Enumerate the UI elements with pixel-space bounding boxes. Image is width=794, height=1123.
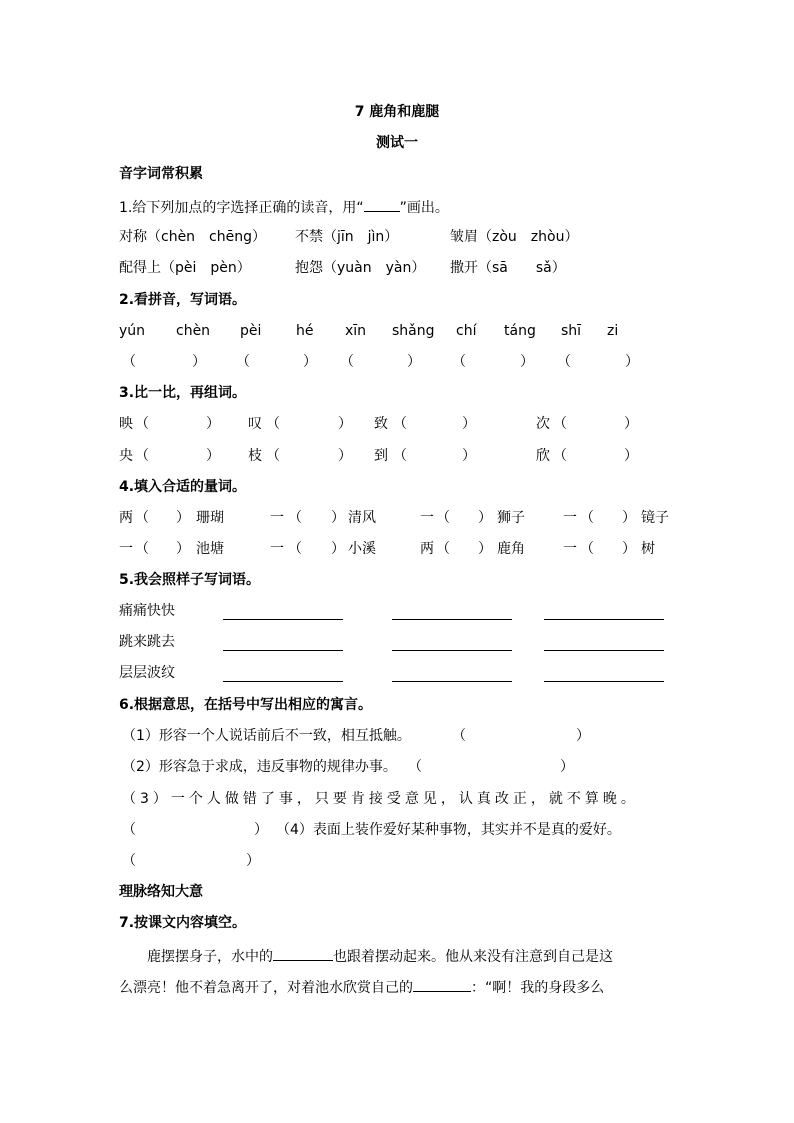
answer-bracket-open: （ bbox=[122, 354, 136, 370]
answer-bracket-close: ） bbox=[254, 822, 268, 838]
answer-bracket-open: （ bbox=[288, 541, 302, 557]
q5-prompt: 5.我会照样子写词语。 bbox=[119, 572, 261, 588]
answer-bracket-close: ） bbox=[624, 448, 638, 464]
answer-bracket-open: （ bbox=[135, 416, 149, 432]
q4-noun: 树 bbox=[641, 541, 655, 557]
q4-noun: 狮子 bbox=[497, 510, 525, 526]
section-heading-2: 理脉络知大意 bbox=[119, 884, 203, 900]
q6-item-2: （2）形容急于求成，违反事物的规律办事。 bbox=[122, 759, 397, 775]
answer-bracket-close: ） bbox=[478, 510, 492, 526]
q3-char: 枝 bbox=[248, 448, 262, 464]
q6-prompt: 6.根据意思，在括号中写出相应的寓言。 bbox=[119, 697, 373, 713]
answer-bracket-open: （ bbox=[135, 448, 149, 464]
page-title: 7 鹿角和鹿腿 bbox=[354, 104, 440, 120]
answer-bracket-open: （ bbox=[557, 354, 571, 370]
q1-row1-item3: 皱眉（zòu zhòu） bbox=[450, 229, 579, 245]
answer-blank bbox=[273, 946, 333, 961]
answer-bracket-close: ） bbox=[338, 448, 352, 464]
answer-line bbox=[544, 619, 664, 620]
answer-bracket-close: ） bbox=[206, 416, 220, 432]
answer-bracket-open: （ bbox=[580, 510, 594, 526]
answer-bracket-close: ） bbox=[176, 510, 190, 526]
q4-numeral: 一 bbox=[119, 541, 133, 557]
answer-bracket-open: （ bbox=[393, 416, 407, 432]
answer-line bbox=[544, 650, 664, 651]
answer-bracket-close: ） bbox=[520, 354, 534, 370]
q4-noun: 小溪 bbox=[348, 541, 376, 557]
answer-bracket-open: （ bbox=[288, 510, 302, 526]
q4-numeral: 一 bbox=[563, 510, 577, 526]
answer-bracket-close: ） bbox=[576, 728, 590, 744]
answer-bracket-open: （ bbox=[122, 853, 136, 869]
answer-bracket-open: （ bbox=[122, 822, 136, 838]
answer-bracket-close: ） bbox=[462, 416, 476, 432]
q3-char: 叹 bbox=[248, 416, 262, 432]
q6-item-4: （4）表面上装作爱好某种事物，其实并不是真的爱好。 bbox=[276, 822, 621, 838]
answer-line bbox=[392, 650, 512, 651]
q1-row2-item1: 配得上（pèi pèn） bbox=[119, 260, 251, 276]
answer-bracket-open: （ bbox=[266, 448, 280, 464]
answer-bracket-close: ） bbox=[478, 541, 492, 557]
answer-bracket-close: ） bbox=[622, 510, 636, 526]
answer-bracket-close: ） bbox=[338, 416, 352, 432]
q2-prompt: 2.看拼音，写词语。 bbox=[119, 292, 247, 308]
q4-noun: 镜子 bbox=[641, 510, 669, 526]
q4-numeral: 一 bbox=[563, 541, 577, 557]
q6-item-1: （1）形容一个人说话前后不一致，相互抵触。 bbox=[122, 728, 411, 744]
answer-bracket-close: ） bbox=[560, 759, 574, 775]
answer-bracket-open: （ bbox=[236, 354, 250, 370]
answer-bracket-open: （ bbox=[452, 728, 466, 744]
q3-char: 致 bbox=[374, 416, 388, 432]
q1-row1-item1: 对称（chèn chēng） bbox=[119, 229, 266, 245]
answer-bracket-close: ） bbox=[462, 448, 476, 464]
q3-prompt: 3.比一比，再组词。 bbox=[119, 385, 247, 401]
q4-prompt: 4.填入合适的量词。 bbox=[119, 479, 247, 495]
answer-line bbox=[392, 619, 512, 620]
q4-noun: 池塘 bbox=[196, 541, 224, 557]
pinyin: táng bbox=[504, 323, 536, 339]
answer-bracket-open: （ bbox=[340, 354, 354, 370]
answer-bracket-open: （ bbox=[408, 759, 422, 775]
answer-bracket-open: （ bbox=[436, 541, 450, 557]
answer-bracket-open: （ bbox=[436, 510, 450, 526]
answer-bracket-close: ） bbox=[625, 354, 639, 370]
page-subtitle: 测试一 bbox=[376, 135, 418, 151]
q5-example: 跳来跳去 bbox=[119, 634, 175, 650]
pinyin: xīn bbox=[345, 323, 367, 339]
answer-bracket-close: ） bbox=[622, 541, 636, 557]
answer-line bbox=[223, 650, 343, 651]
answer-bracket-open: （ bbox=[135, 541, 149, 557]
q4-numeral: 一 bbox=[420, 510, 434, 526]
section-heading-1: 音字词常积累 bbox=[119, 166, 203, 182]
answer-bracket-open: （ bbox=[393, 448, 407, 464]
pinyin: hé bbox=[296, 323, 314, 339]
q3-char: 映 bbox=[119, 416, 133, 432]
answer-blank bbox=[413, 977, 471, 992]
q1-row2-item3: 撒开（sā sǎ） bbox=[450, 260, 566, 276]
answer-bracket-close: ） bbox=[624, 416, 638, 432]
q3-char: 到 bbox=[374, 448, 388, 464]
answer-line bbox=[223, 681, 343, 682]
answer-bracket-open: （ bbox=[553, 416, 567, 432]
q3-char: 欣 bbox=[536, 448, 550, 464]
pinyin: pèi bbox=[240, 323, 262, 339]
q3-char: 央 bbox=[119, 448, 133, 464]
answer-bracket-open: （ bbox=[266, 416, 280, 432]
answer-bracket-close: ） bbox=[246, 853, 260, 869]
answer-bracket-close: ） bbox=[331, 510, 345, 526]
q4-noun: 珊瑚 bbox=[196, 510, 224, 526]
answer-bracket-close: ） bbox=[192, 354, 206, 370]
q4-numeral: 两 bbox=[119, 510, 133, 526]
answer-bracket-close: ） bbox=[176, 541, 190, 557]
answer-line bbox=[544, 681, 664, 682]
q4-numeral: 两 bbox=[420, 541, 434, 557]
q1-prompt: 1.给下列加点的字选择正确的读音，用“ ”画出。 bbox=[119, 197, 449, 217]
q5-example: 层层波纹 bbox=[119, 665, 175, 681]
answer-bracket-open: （ bbox=[580, 541, 594, 557]
q4-noun: 鹿角 bbox=[497, 541, 525, 557]
answer-bracket-open: （ bbox=[135, 510, 149, 526]
q7-prompt: 7.按课文内容填空。 bbox=[119, 915, 247, 931]
answer-line bbox=[223, 619, 343, 620]
answer-bracket-open: （ bbox=[553, 448, 567, 464]
pinyin: yún bbox=[119, 323, 146, 339]
pinyin: chèn bbox=[176, 323, 211, 339]
answer-bracket-open: （ bbox=[452, 354, 466, 370]
answer-bracket-close: ） bbox=[206, 448, 220, 464]
pinyin: chí bbox=[456, 323, 477, 339]
answer-bracket-close: ） bbox=[331, 541, 345, 557]
q5-example: 痛痛快快 bbox=[119, 603, 175, 619]
q1-row1-item2: 不禁（jīn jìn） bbox=[295, 229, 399, 245]
answer-bracket-close: ） bbox=[407, 354, 421, 370]
pinyin: shī bbox=[561, 323, 582, 339]
underline-sample bbox=[364, 197, 400, 212]
q3-char: 次 bbox=[536, 416, 550, 432]
answer-line bbox=[392, 681, 512, 682]
pinyin: shǎng bbox=[392, 323, 435, 339]
q6-item-3: （3）一个人做错了事，只要肯接受意见，认真改正，就不算晚。 bbox=[122, 791, 639, 807]
q7-line-2: 么漂亮！他不着急离开了，对着池水欣赏自己的 ：“啊！我的身段多么 bbox=[119, 977, 604, 997]
q1-row2-item2: 抱怨（yuàn yàn） bbox=[295, 260, 426, 276]
q4-numeral: 一 bbox=[270, 510, 284, 526]
answer-bracket-close: ） bbox=[303, 354, 317, 370]
pinyin: zi bbox=[607, 323, 619, 339]
q4-numeral: 一 bbox=[270, 541, 284, 557]
q7-line-1: 鹿摆摆身子，水中的 也跟着摆动起来。他从来没有注意到自己是这 bbox=[147, 946, 613, 966]
q4-noun: 清风 bbox=[348, 510, 376, 526]
